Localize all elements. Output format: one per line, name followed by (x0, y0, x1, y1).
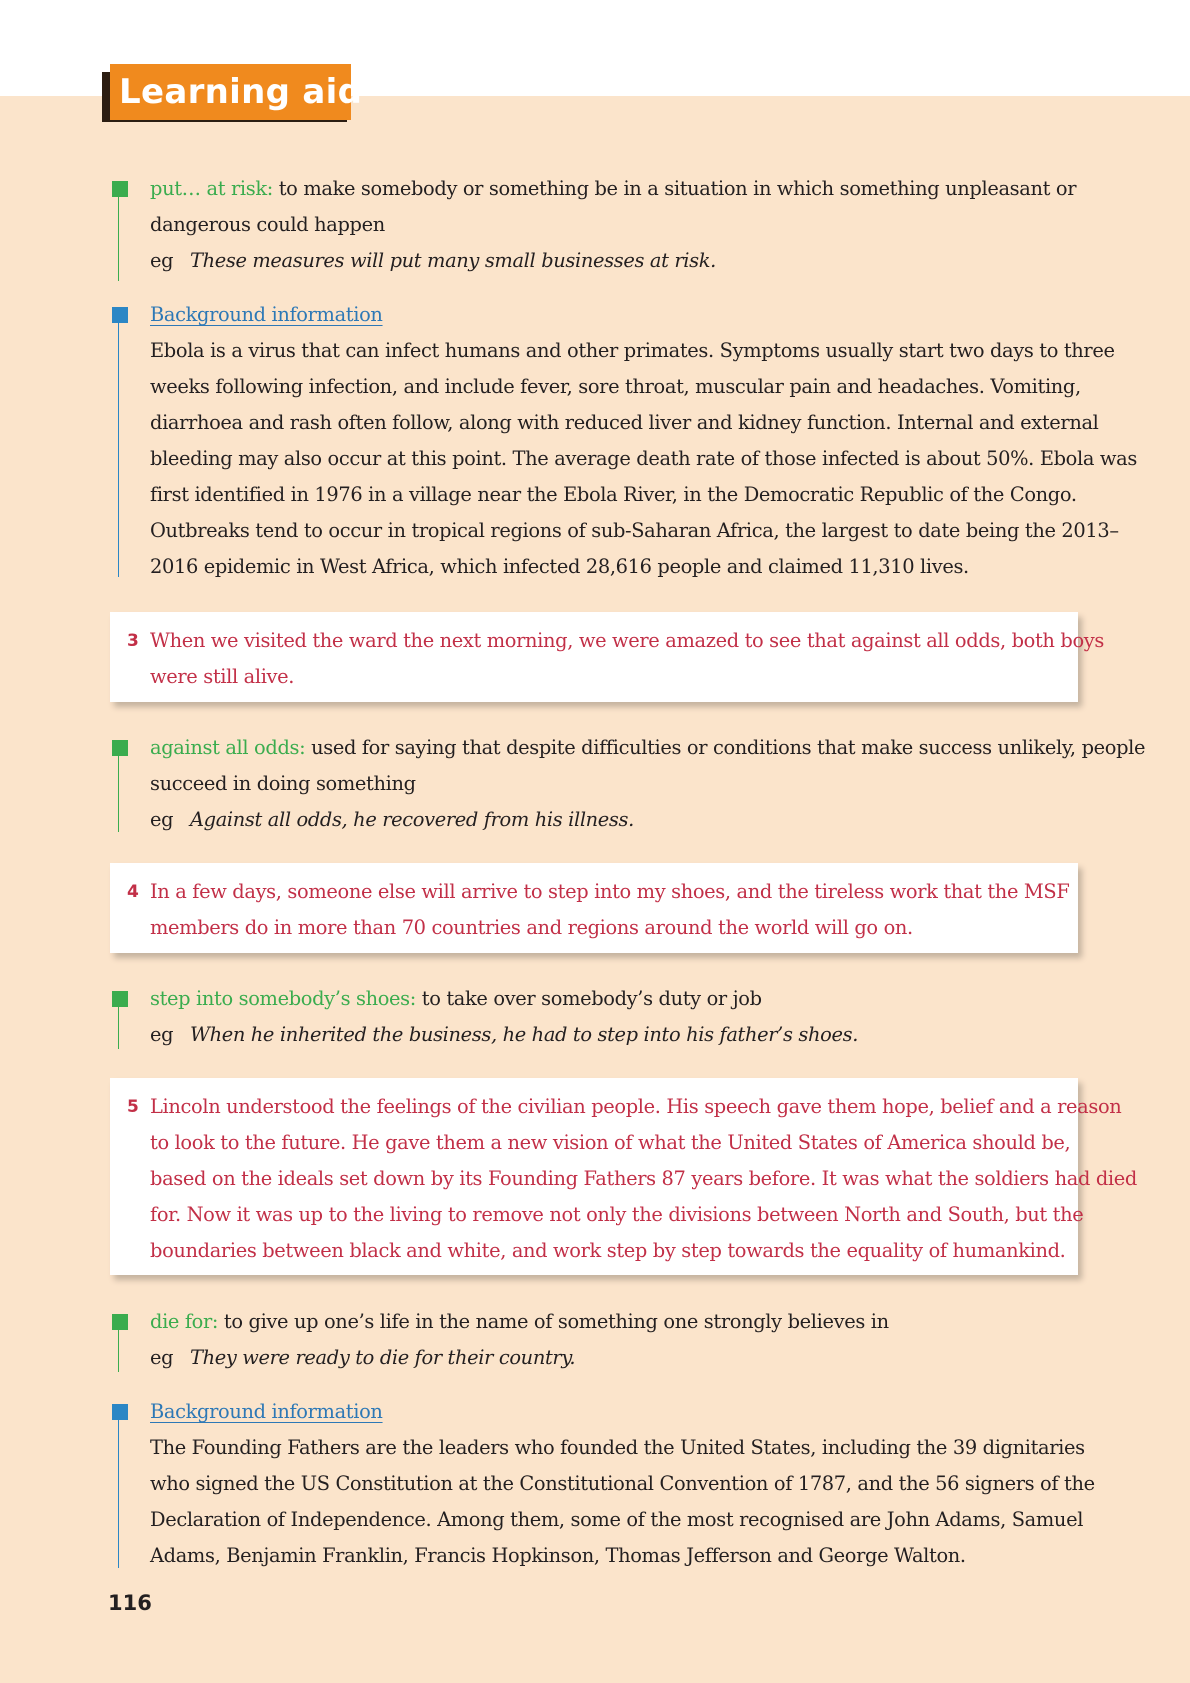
example-line (150, 1017, 1092, 1053)
blue-side-rule (118, 309, 119, 577)
blue-side-rule (118, 1406, 119, 1568)
definition-text: to take over somebody’s duty or job (415, 987, 762, 1010)
excerpt-number: 3 (127, 631, 139, 651)
excerpt-text (150, 874, 1069, 946)
example-sentence: These measures will put many small businesses at risk. (190, 249, 716, 272)
blue-square-marker (112, 1404, 128, 1420)
background-line: diarrhoea and rash often follow, along with reduced liver and kidney function. Internal and external (150, 411, 1099, 434)
excerpt-line: were still alive. (150, 665, 295, 688)
excerpt-text (150, 1089, 1137, 1269)
definition-line: dangerous could happen (150, 213, 385, 236)
example-sentence: Against all odds, he recovered from his illness. (190, 808, 634, 831)
excerpt-line: based on the ideals set down by its Founding Fathers 87 years before. It was what the soldiers had died (150, 1167, 1137, 1190)
background-line: The Founding Fathers are the leaders who founded the United States, including the 39 dignitaries (150, 1436, 1085, 1459)
green-square-marker (112, 1314, 128, 1330)
vocab-entry-step-into-shoes (112, 987, 1092, 1049)
definition-text: to give up one’s life in the name of something one strongly believes in (218, 1310, 889, 1333)
vocab-entry-die-for (112, 1310, 1092, 1372)
green-square-marker (112, 991, 128, 1007)
green-square-marker (112, 181, 128, 197)
vocab-term: step into somebody’s shoes: (150, 987, 416, 1010)
eg-label: eg (150, 249, 174, 272)
background-line: weeks following infection, and include fever, sore throat, muscular pain and headaches. Vomiting, (150, 375, 1081, 398)
example-line (150, 802, 1092, 838)
definition-text: used for saying that despite difficulties or conditions that make success unlikely, people (305, 736, 1146, 759)
background-heading (150, 297, 1092, 333)
vocab-entry-content (150, 171, 1092, 279)
green-side-rule (118, 1316, 119, 1372)
excerpt-line: for. Now it was up to the living to remove not only the divisions between North and South, but the (150, 1203, 1084, 1226)
vocab-entry-content (150, 981, 1092, 1053)
definition-line (150, 171, 1092, 207)
text-excerpt-4 (110, 863, 1078, 953)
green-side-rule (118, 183, 119, 281)
excerpt-line: to look to the future. He gave them a new vision of what the United States of America should be, (150, 1131, 1071, 1154)
example-line (150, 1340, 1092, 1376)
definition-line (150, 1304, 1092, 1340)
vocab-term: against all odds: (150, 736, 306, 759)
learning-aid-badge (102, 64, 363, 122)
background-line: Adams, Benjamin Franklin, Francis Hopkinson, Thomas Jefferson and George Walton. (150, 1544, 966, 1567)
section-title: Learning aid (110, 64, 351, 120)
background-line: Outbreaks tend to occur in tropical regions of sub-Saharan Africa, the largest to date being the 2013– (150, 519, 1119, 542)
page-number: 116 (108, 1591, 152, 1615)
excerpt-line: When we visited the ward the next morning, we were amazed to see that against all odds, both boys (150, 629, 1104, 652)
definition-line (150, 981, 1092, 1017)
excerpt-line: boundaries between black and white, and work step by step towards the equality of humankind. (150, 1239, 1066, 1262)
background-info-ebola (112, 303, 1137, 578)
green-side-rule (118, 993, 119, 1049)
background-heading-text: Background information (150, 303, 383, 326)
example-line (150, 243, 1092, 279)
background-line: Declaration of Independence. Among them, some of the most recognised are John Adams, Samuel (150, 1508, 1084, 1531)
green-side-rule (118, 742, 119, 832)
eg-label: eg (150, 1023, 174, 1046)
excerpt-line: In a few days, someone else will arrive to step into my shoes, and the tireless work that the MSF (150, 880, 1070, 903)
text-excerpt-3 (110, 612, 1104, 702)
excerpt-line: Lincoln understood the feelings of the civilian people. His speech gave them hope, belief and a reason (150, 1095, 1122, 1118)
background-line: bleeding may also occur at this point. The average death rate of those infected is about 50%. Ebola was (150, 447, 1137, 470)
text-excerpt-5 (110, 1078, 1137, 1275)
excerpt-number: 5 (127, 1097, 139, 1117)
blue-square-marker (112, 307, 128, 323)
excerpt-number: 4 (127, 882, 139, 902)
example-sentence: When he inherited the business, he had to step into his father’s shoes. (190, 1023, 859, 1046)
eg-label: eg (150, 1346, 174, 1369)
background-info-founding-fathers (112, 1400, 1095, 1567)
vocab-term: put… at risk: (150, 177, 273, 200)
vocab-term: die for: (150, 1310, 219, 1333)
definition-line (150, 730, 1146, 766)
green-square-marker (112, 740, 128, 756)
background-line: who signed the US Constitution at the Constitutional Convention of 1787, and the 56 signers of the (150, 1472, 1095, 1495)
definition-line: succeed in doing something (150, 772, 416, 795)
background-heading (150, 1394, 1092, 1430)
background-content (150, 1394, 1095, 1574)
vocab-entry-content (150, 1304, 1092, 1376)
vocab-entry-content (150, 730, 1146, 838)
background-content (150, 297, 1137, 585)
eg-label: eg (150, 808, 174, 831)
excerpt-text (150, 623, 1104, 695)
background-heading-text: Background information (150, 1400, 383, 1423)
vocab-entry-put-at-risk (112, 177, 1092, 281)
excerpt-line: members do in more than 70 countries and regions around the world will go on. (150, 916, 913, 939)
background-line: first identified in 1976 in a village near the Ebola River, in the Democratic Republic of the Congo. (150, 483, 1077, 506)
background-line: Ebola is a virus that can infect humans and other primates. Symptoms usually start two days to three (150, 339, 1115, 362)
definition-text: to make somebody or something be in a situation in which something unpleasant or (272, 177, 1077, 200)
example-sentence: They were ready to die for their country. (190, 1346, 576, 1369)
background-line: 2016 epidemic in West Africa, which infected 28,616 people and claimed 11,310 lives. (150, 555, 969, 578)
vocab-entry-against-all-odds (112, 736, 1146, 832)
